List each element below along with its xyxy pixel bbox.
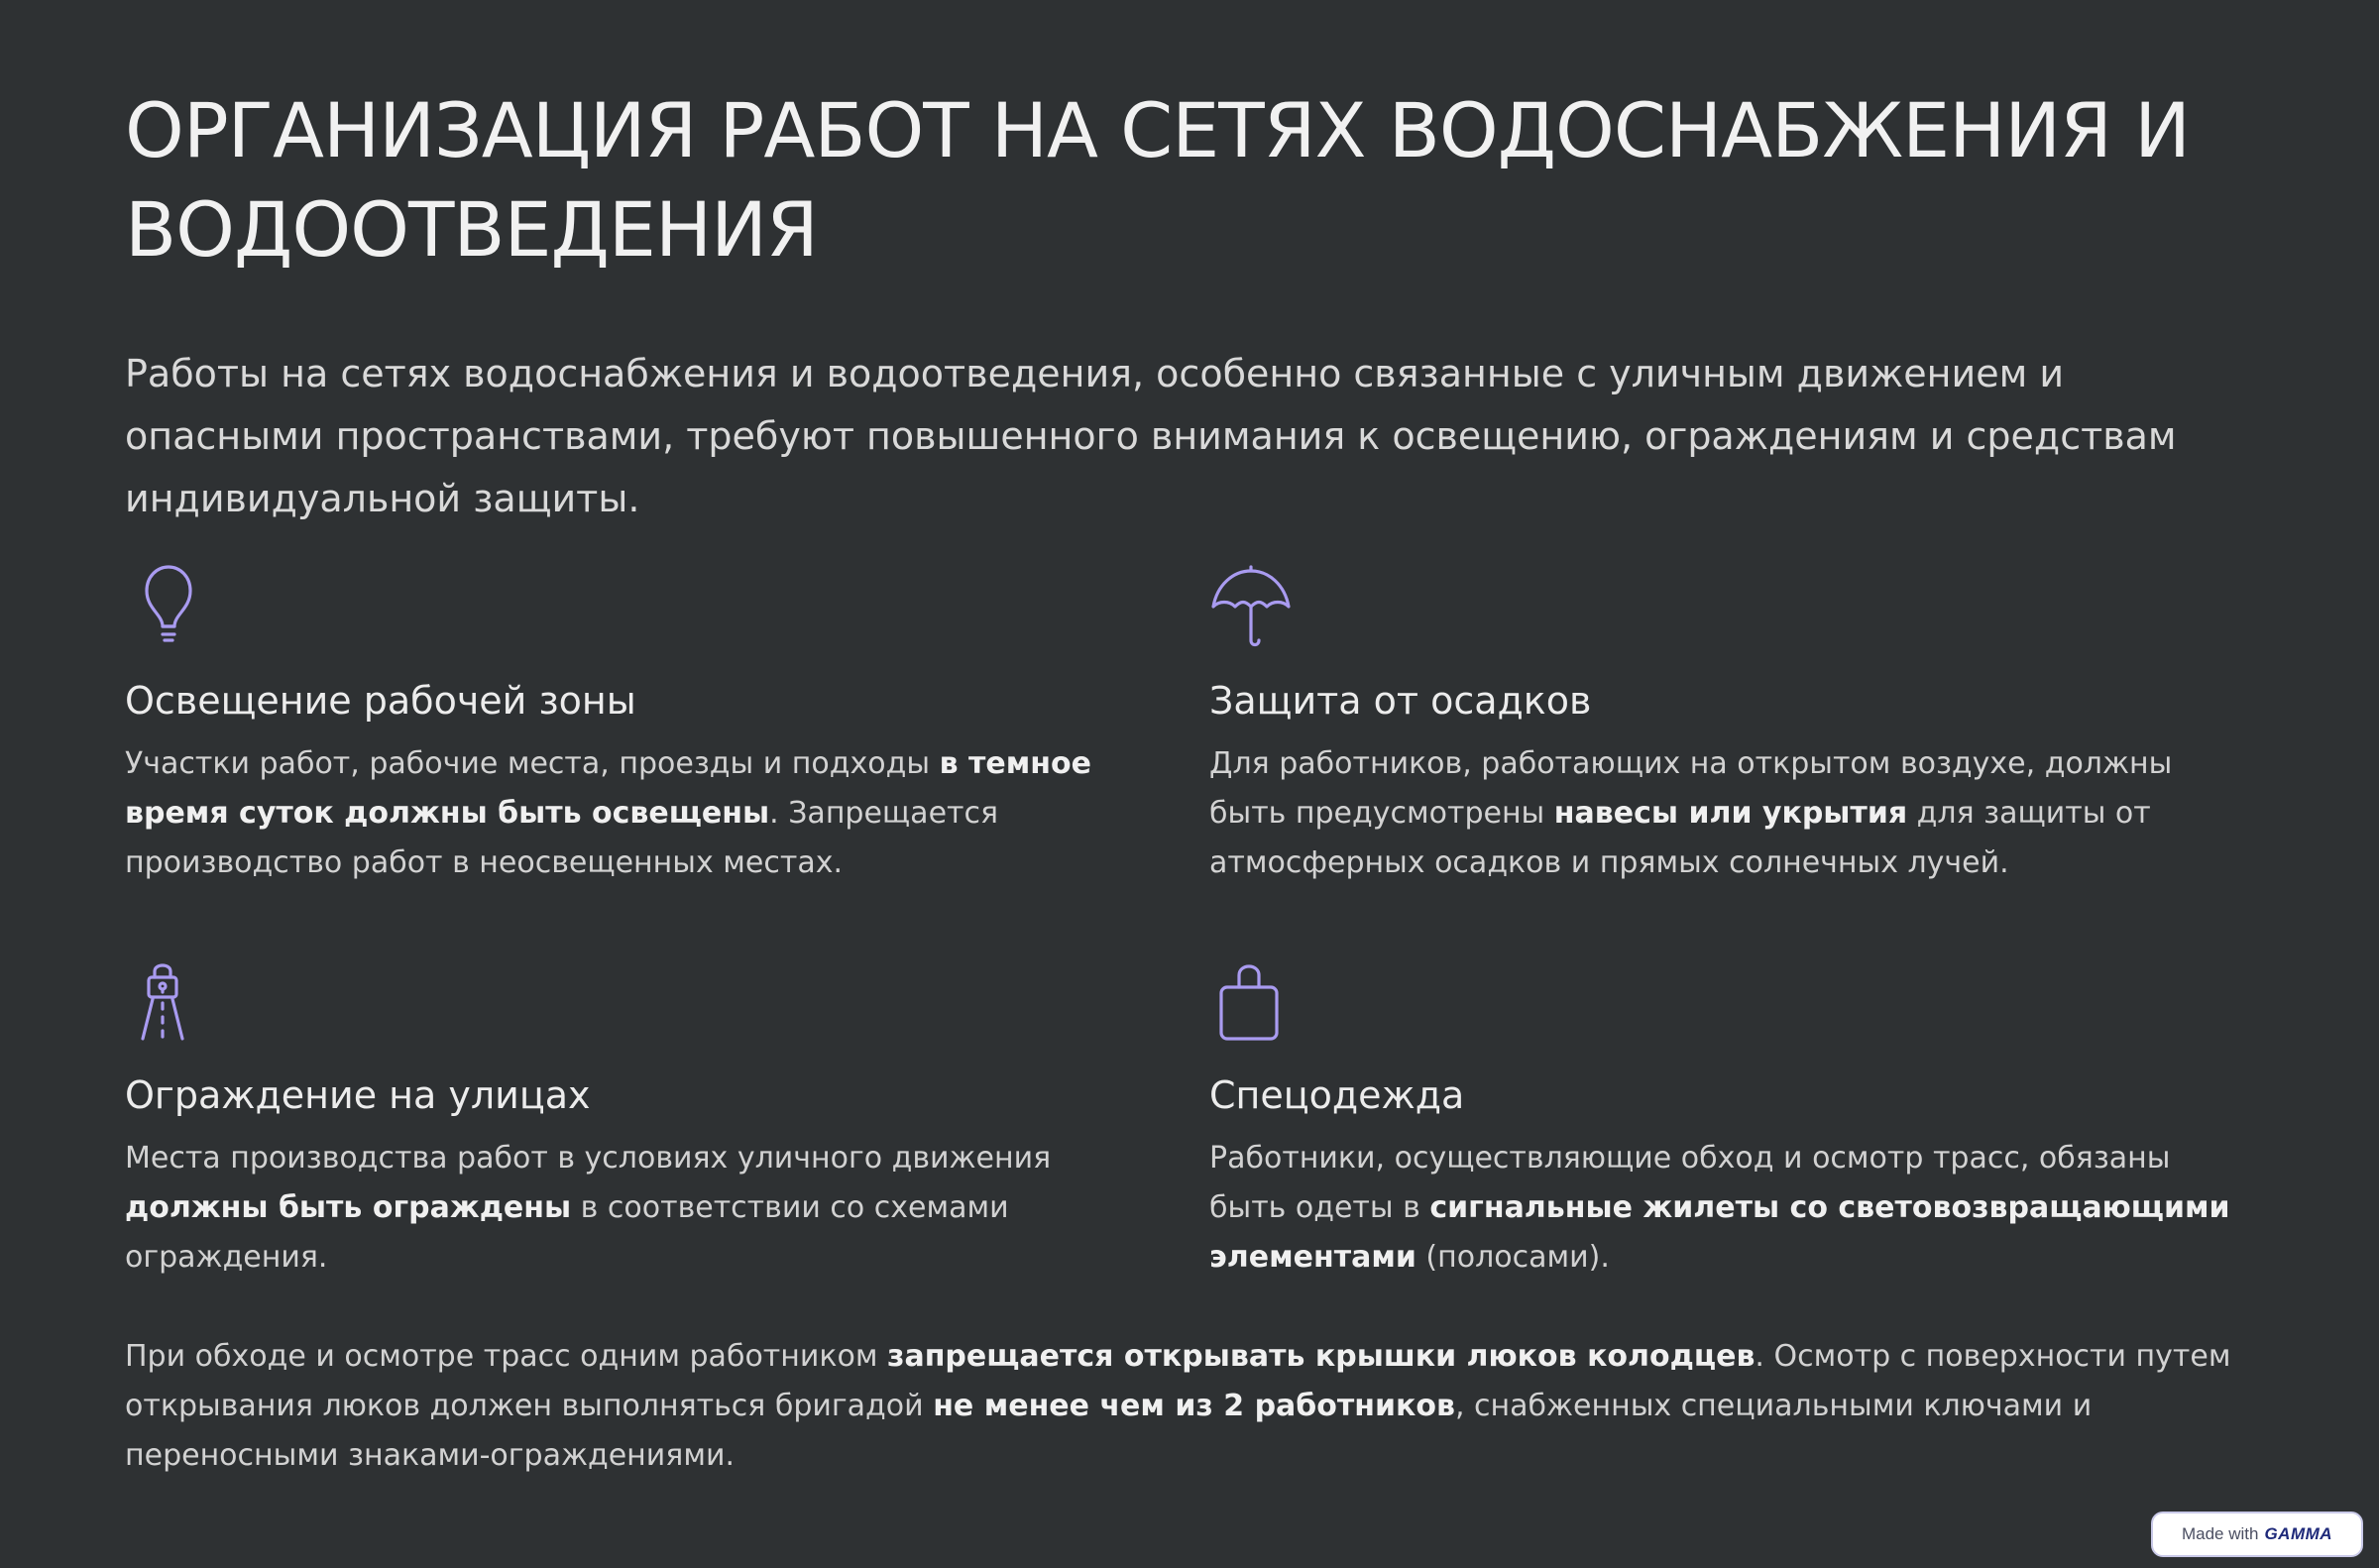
shopping-bag-icon [1209,957,1299,1047]
umbrella-icon [1209,563,1299,652]
feature-title: Защита от осадков [1209,679,1592,723]
made-with-label: Made with [2181,1524,2259,1543]
road-barrier-lock-icon [125,957,214,1047]
made-with-gamma-badge[interactable] [2151,1512,2363,1557]
gamma-logo: GAMMA [2264,1524,2333,1543]
lead-paragraph: Работы на сетях водоснабжения и водоотведения, особенно связанные с уличным движением и опасными пространствами, требуют повышенного внимания к освещению, ограждениям и средствам индивидуальной защиты. [125,352,2177,520]
feature-text: Места производства работ в условиях уличного движения должны быть ограждены в соответствии со схемами ограждения. [125,1141,1052,1275]
feature-title: Спецодежда [1209,1073,1465,1117]
feature-text: Для работников, работающих на открытом воздухе, должны быть предусмотрены навесы или укрытия для защиты от атмосферных осадков и прямых солнечных лучей. [1209,746,2173,880]
feature-title: Освещение рабочей зоны [125,679,636,723]
feature-text: Участки работ, рабочие места, проезды и подходы в темное время суток должны быть освещены. Запрещается производство работ в неосвещенных местах. [125,746,1091,880]
feature-text: Работники, осуществляющие обход и осмотр трасс, обязаны быть одеты в сигнальные жилеты со световозвращающими элементами (полосами). [1209,1141,2230,1275]
bottom-note: При обходе и осмотре трасс одним работником запрещается открывать крышки люков колодцев. Осмотр с поверхности путем открывания люков должен выполняться бригадой не менее чем из 2 работников, снабженных специальными ключами и переносными знаками-ограждениями. [125,1339,2231,1473]
page-title: ОРГАНИЗАЦИЯ РАБОТ НА СЕТЯХ ВОДОСНАБЖЕНИЯ И ВОДООТВЕДЕНИЯ [125,86,2190,274]
feature-title: Ограждение на улицах [125,1073,591,1117]
lightbulb-icon [125,563,214,652]
